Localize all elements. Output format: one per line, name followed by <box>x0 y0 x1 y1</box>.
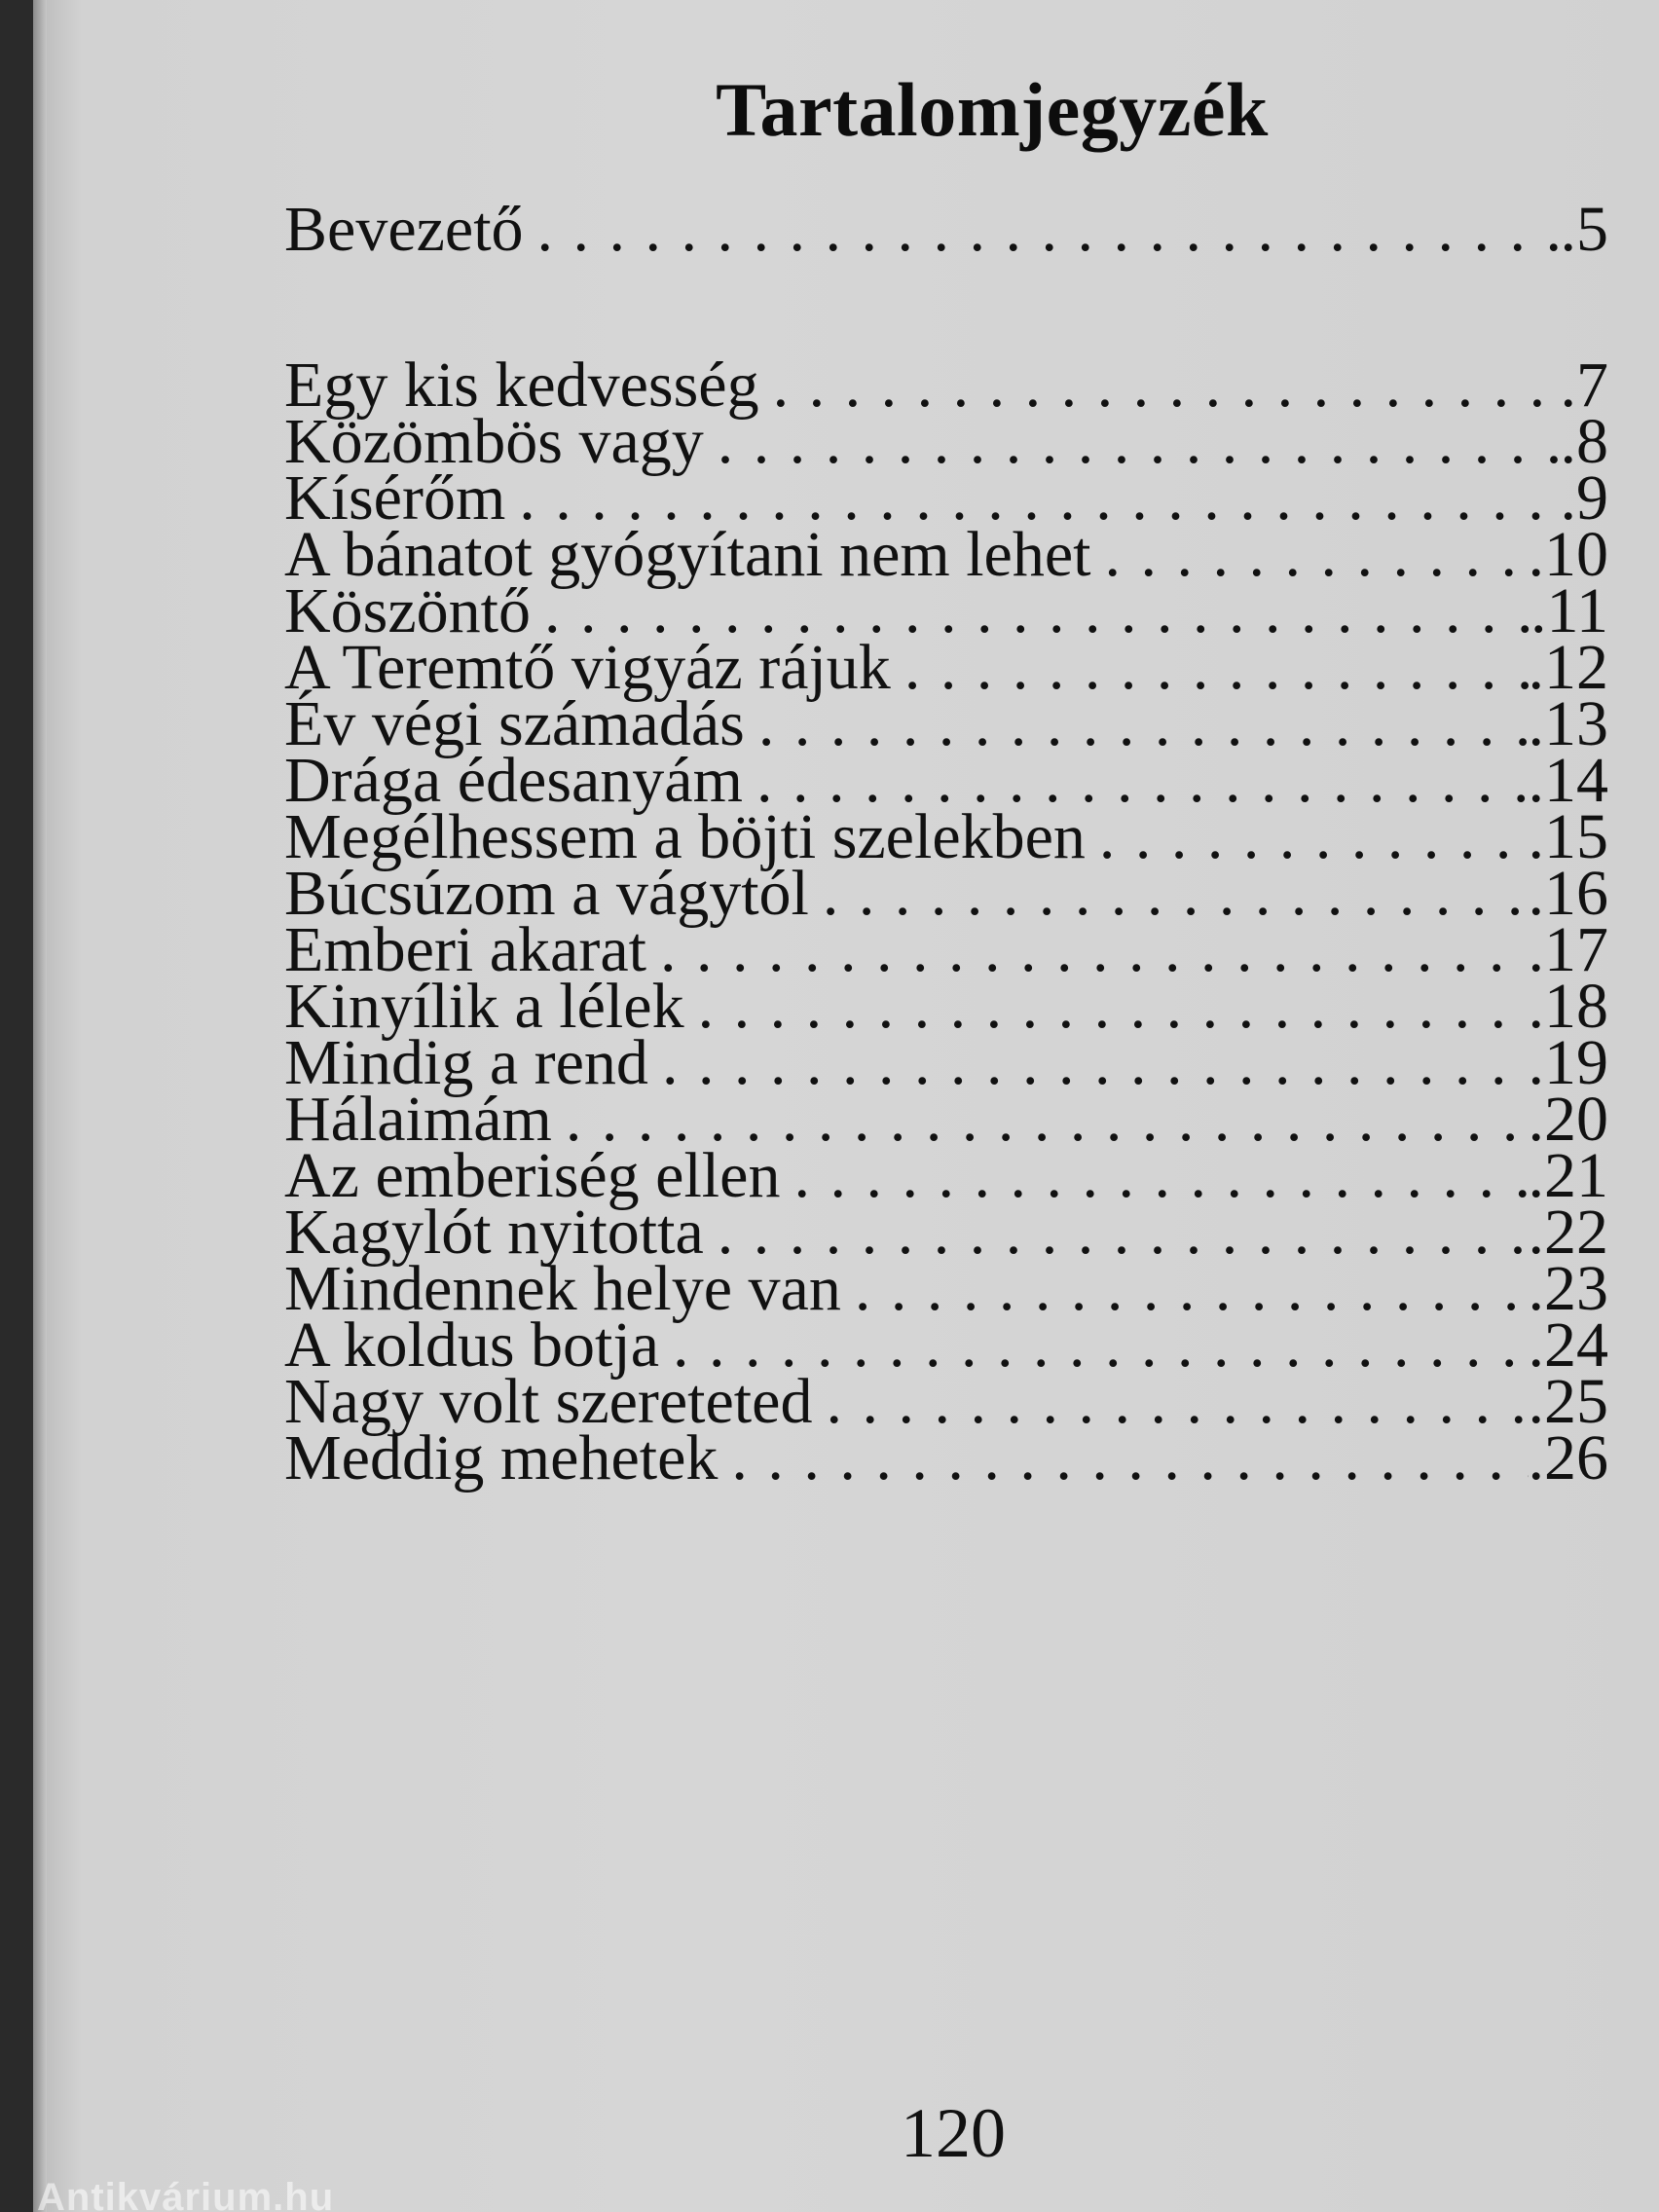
toc-entry-title: A koldus botja <box>284 1309 660 1381</box>
toc-entry-page: .21 <box>1528 1140 1608 1211</box>
toc-entry-page: .22 <box>1528 1197 1608 1268</box>
toc-entry-page: .20 <box>1528 1084 1608 1155</box>
toc-entry-page: .14 <box>1528 745 1608 816</box>
toc-entry-title: Mindig a rend <box>284 1027 648 1098</box>
toc-entry-title: Kagylót nyitotta <box>284 1197 704 1268</box>
toc-entry-page: .7 <box>1560 350 1608 421</box>
toc-entry-title: Kísérőm <box>284 462 506 534</box>
toc-entry-title: Egy kis kedvesség <box>284 350 759 421</box>
toc-entry-title: Kinyílik a lélek <box>284 971 684 1042</box>
toc-entry-title: Nagy volt szereteted <box>284 1366 813 1437</box>
toc-entry-title: Bevezető <box>284 194 524 265</box>
watermark: Antikvárium.hu <box>37 2176 335 2212</box>
toc-entry-page: .23 <box>1528 1253 1608 1324</box>
toc-entry-title: Búcsúzom a vágytól <box>284 858 809 929</box>
toc-entry <box>284 193 1608 267</box>
toc-entry-page: .11 <box>1530 575 1608 646</box>
toc-entry-page: .13 <box>1528 688 1608 759</box>
page-title-text: Tartalomjegyzék <box>716 67 1269 152</box>
toc-entry-page: .15 <box>1528 801 1608 872</box>
toc-entry-page: .8 <box>1560 406 1608 477</box>
toc-entry-page: .24 <box>1528 1309 1608 1381</box>
toc-entry-page: .19 <box>1528 1027 1608 1098</box>
page-number <box>33 2093 1659 2174</box>
toc-entry-title: Köszöntő <box>284 575 531 646</box>
toc-entry-page: .17 <box>1528 914 1608 985</box>
toc-entry-page: .10 <box>1528 519 1608 590</box>
toc-entry-page: .26 <box>1528 1422 1608 1493</box>
toc-entry-title: A bánatot gyógyítani nem lehet <box>284 519 1091 590</box>
toc-entry <box>284 1421 1608 1495</box>
toc-entry-title: Év végi számadás <box>284 688 745 759</box>
toc-entry-page: .18 <box>1528 971 1608 1042</box>
toc-entry-title: A Teremtő vigyáz rájuk <box>284 632 891 703</box>
toc-entry-title: Mindennek helye van <box>284 1253 841 1324</box>
toc-entry-title: Meddig mehetek <box>284 1422 719 1493</box>
book-page <box>33 0 1659 2212</box>
toc-entry-title: Emberi akarat <box>284 914 646 985</box>
toc-entry-leader-dots <box>537 193 1561 267</box>
page-number-text: 120 <box>901 2094 1006 2172</box>
toc-entry-page: .9 <box>1560 462 1608 534</box>
page-spine-edge <box>33 0 47 2212</box>
toc-entry-title: Az emberiség ellen <box>284 1140 781 1211</box>
toc-entry-title: Hálaimám <box>284 1084 552 1155</box>
toc-entry-page: .12 <box>1528 632 1608 703</box>
toc-entry-leader-dots <box>731 1421 1528 1495</box>
toc-entry-page: .5 <box>1560 194 1608 265</box>
toc-entry-page: .25 <box>1528 1366 1608 1437</box>
toc-entry-title: Közömbös vagy <box>284 406 704 477</box>
toc-entry-title: Drága édesanyám <box>284 745 743 816</box>
page-title <box>33 66 1659 154</box>
toc-entry-title: Megélhessem a böjti szelekben <box>284 801 1086 872</box>
toc-entry-page: .16 <box>1528 858 1608 929</box>
